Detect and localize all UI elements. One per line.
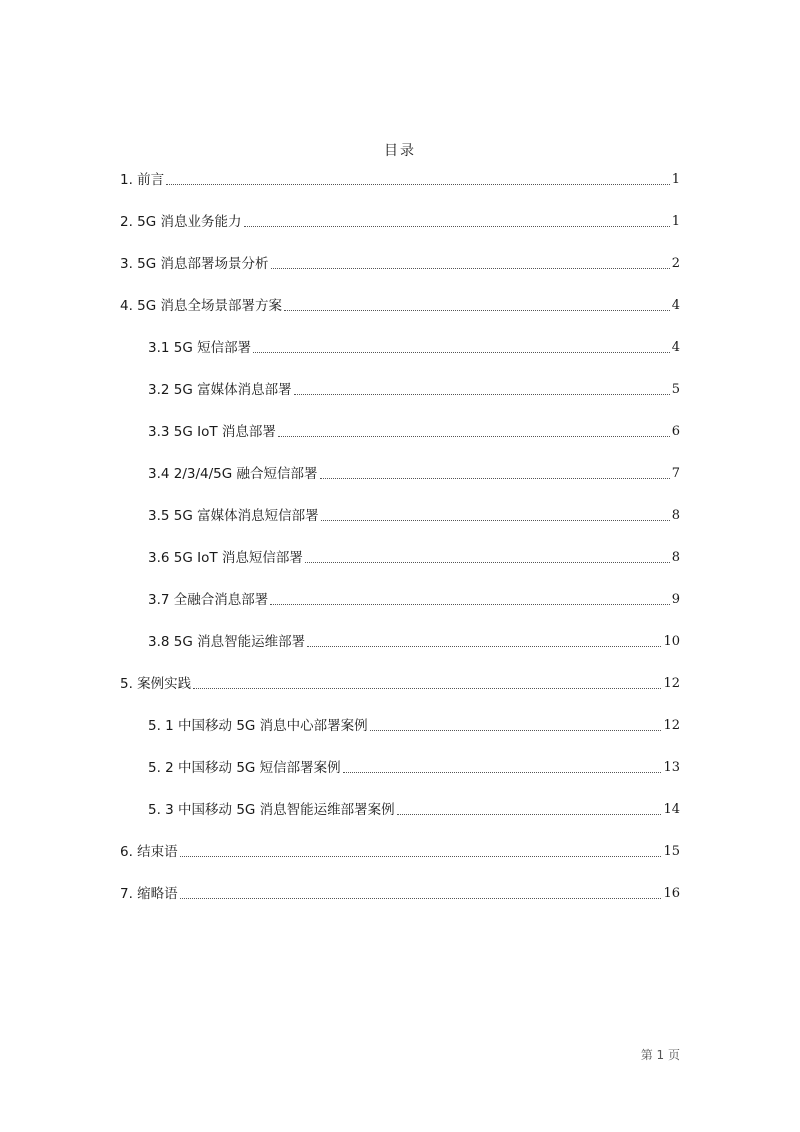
dot-leader bbox=[343, 772, 662, 773]
toc-entry-label: 3.5 5G 富媒体消息短信部署 bbox=[148, 508, 319, 524]
toc-entry-page: 12 bbox=[663, 718, 680, 733]
toc-entry-page: 4 bbox=[671, 340, 680, 355]
toc-entry[interactable] bbox=[120, 842, 680, 862]
toc-entry[interactable] bbox=[120, 212, 680, 232]
toc-entry-label: 1. 前言 bbox=[120, 172, 165, 188]
toc-entry-page: 7 bbox=[671, 466, 680, 481]
dot-leader bbox=[253, 352, 670, 353]
toc-entry-page: 16 bbox=[663, 886, 680, 901]
dot-leader bbox=[294, 394, 670, 395]
toc-title: 目录 bbox=[384, 143, 416, 159]
toc-entry[interactable] bbox=[148, 338, 680, 358]
toc-entry-page: 12 bbox=[663, 676, 680, 691]
page-number-footer: 第 1 页 bbox=[640, 1048, 680, 1062]
dot-leader bbox=[370, 730, 662, 731]
toc-entry-label: 4. 5G 消息全场景部署方案 bbox=[120, 298, 283, 314]
toc-entry[interactable] bbox=[148, 590, 680, 610]
toc-entry[interactable] bbox=[148, 800, 680, 820]
toc-entry-page: 8 bbox=[671, 550, 680, 565]
toc-entry-page: 15 bbox=[663, 844, 680, 859]
dot-leader bbox=[193, 688, 661, 689]
dot-leader bbox=[180, 856, 662, 857]
toc-entry-label: 2. 5G 消息业务能力 bbox=[120, 214, 242, 230]
dot-leader bbox=[271, 268, 670, 269]
dot-leader bbox=[270, 604, 669, 605]
dot-leader bbox=[278, 436, 670, 437]
toc-entry-page: 13 bbox=[663, 760, 680, 775]
toc-entry[interactable] bbox=[148, 506, 680, 526]
toc-entry-label: 6. 结束语 bbox=[120, 844, 178, 860]
toc-entry-page: 6 bbox=[671, 424, 680, 439]
toc-entry[interactable] bbox=[148, 380, 680, 400]
toc-entry-label: 3.6 5G IoT 消息短信部署 bbox=[148, 550, 303, 566]
toc-entry[interactable] bbox=[120, 884, 680, 904]
toc-entry-page: 1 bbox=[671, 172, 680, 187]
toc-entry[interactable] bbox=[148, 758, 680, 778]
toc-entry-page: 9 bbox=[671, 592, 680, 607]
dot-leader bbox=[166, 184, 670, 185]
dot-leader bbox=[180, 898, 662, 899]
toc-entry[interactable] bbox=[120, 170, 680, 190]
toc-entry-label: 3. 5G 消息部署场景分析 bbox=[120, 256, 269, 272]
toc-entry-label: 5. 3 中国移动 5G 消息智能运维部署案例 bbox=[148, 802, 395, 818]
toc-entry-label: 5. 案例实践 bbox=[120, 676, 192, 692]
toc-entry-label: 3.2 5G 富媒体消息部署 bbox=[148, 382, 292, 398]
toc-entry-page: 1 bbox=[671, 214, 680, 229]
toc-entry-label: 5. 1 中国移动 5G 消息中心部署案例 bbox=[148, 718, 368, 734]
toc-entry[interactable] bbox=[120, 674, 680, 694]
toc-entry-page: 2 bbox=[671, 256, 680, 271]
toc-entry[interactable] bbox=[148, 464, 680, 484]
dot-leader bbox=[321, 520, 670, 521]
toc-entry-label: 3.8 5G 消息智能运维部署 bbox=[148, 634, 306, 650]
toc-entry[interactable] bbox=[148, 716, 680, 736]
toc-entry[interactable] bbox=[148, 548, 680, 568]
toc-entry-label: 3.4 2/3/4/5G 融合短信部署 bbox=[148, 466, 318, 482]
dot-leader bbox=[305, 562, 670, 563]
toc-entry-label: 3.1 5G 短信部署 bbox=[148, 340, 252, 356]
dot-leader bbox=[284, 310, 670, 311]
toc-entry-label: 3.7 全融合消息部署 bbox=[148, 592, 269, 608]
toc-entry-page: 4 bbox=[671, 298, 680, 313]
toc-entry[interactable] bbox=[120, 296, 680, 316]
toc-entry-page: 14 bbox=[663, 802, 680, 817]
toc-entry-page: 5 bbox=[671, 382, 680, 397]
toc-entry-label: 5. 2 中国移动 5G 短信部署案例 bbox=[148, 760, 341, 776]
dot-leader bbox=[307, 646, 661, 647]
toc-entry-page: 10 bbox=[663, 634, 680, 649]
toc-entry-page: 8 bbox=[671, 508, 680, 523]
toc-entry[interactable] bbox=[148, 422, 680, 442]
dot-leader bbox=[397, 814, 662, 815]
dot-leader bbox=[244, 226, 670, 227]
toc-entry[interactable] bbox=[120, 254, 680, 274]
dot-leader bbox=[320, 478, 670, 479]
toc-entry[interactable] bbox=[148, 632, 680, 652]
toc-entry-label: 7. 缩略语 bbox=[120, 886, 178, 902]
toc-entry-label: 3.3 5G IoT 消息部署 bbox=[148, 424, 276, 440]
